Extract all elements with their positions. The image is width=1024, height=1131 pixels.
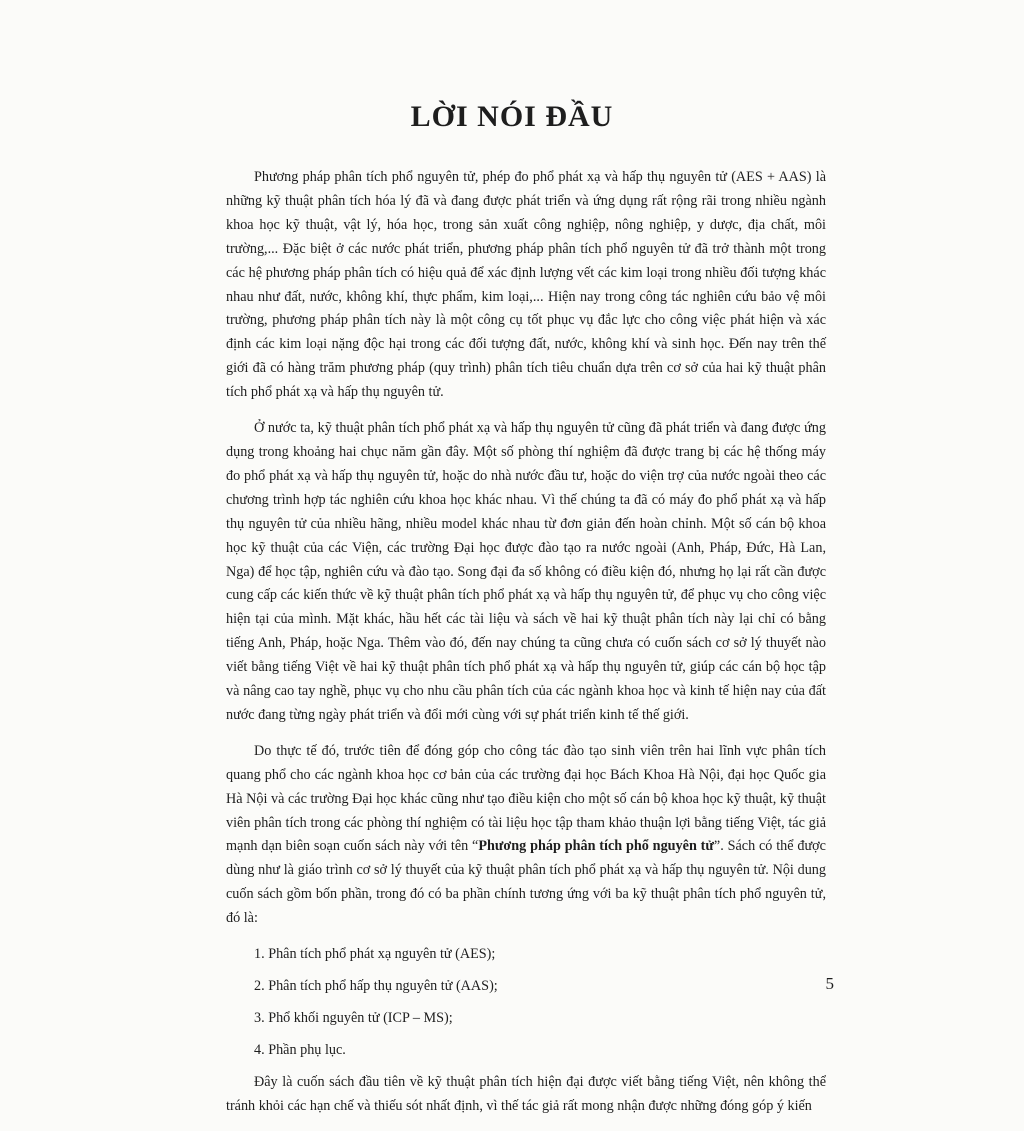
list-item: 3. Phổ khối nguyên tử (ICP – MS);: [254, 1009, 453, 1026]
page-number: 5: [825, 974, 834, 993]
paragraph-3-end: ”. Sách có thể được dùng như là giáo trình cơ sở lý thuyết của kỹ thuật phân tích phổ phát xạ và hấp thụ nguyên tử. Nội dung cuốn sách gồm bốn phần, trong đó có ba phần chính tương ứng với ba kỹ thuật phân tích phổ nguyên tử, đó là:: [226, 838, 826, 927]
paragraph-1: Phương pháp phân tích phổ nguyên tử, phép đo phổ phát xạ và hấp thụ nguyên tử (AES + AAS) là những kỹ thuật phân tích hóa lý đã và đang được phát triển và ứng dụng rất rộng rãi trong nhiều ngành khoa học kỹ thuật, vật lý, hóa học, trong sản xuất công nghiệp, nông nghiệp, y dược, địa chất, môi trường,... Đặc biệt ở các nước phát triển, phương pháp phân tích phổ nguyên tử đã trở thành một trong các hệ phương pháp phân tích có hiệu quả để xác định lượng vết các kim loại trong nhiều đối tượng khác nhau như đất, nước, không khí, thực phẩm, kim loại,... Hiện nay trong công tác nghiên cứu bảo vệ môi trường, phương pháp phân tích này là một công cụ tốt phục vụ đắc lực cho công việc phát hiện và xác định các kim loại nặng độc hại trong các đối tượng đất, nước, không khí và sinh học. Đến nay trên thế giới đã có hàng trăm phương pháp (quy trình) phân tích tiêu chuẩn dựa trên cơ sở của hai kỹ thuật phân tích phổ phát xạ và hấp thụ nguyên tử.: [226, 169, 826, 401]
paragraph-2: Ở nước ta, kỹ thuật phân tích phổ phát xạ và hấp thụ nguyên tử cũng đã phát triển và đang được ứng dụng trong khoảng hai chục năm gần đây. Một số phòng thí nghiệm đã được trang bị các hệ thống máy đo phổ phát xạ và hấp thụ nguyên tử, hoặc do nhà nước đầu tư, hoặc do viện trợ của nước ngoài theo các chương trình hợp tác nghiên cứu khoa học khác nhau. Vì thế chúng ta đã có máy đo phổ phát xạ và hấp thụ nguyên tử của nhiều hãng, nhiều model khác nhau từ đơn giản đến hoàn chỉnh. Một số cán bộ khoa học kỹ thuật của các Viện, các trường Đại học được đào tạo ra nước ngoài (Anh, Pháp, Đức, Hà Lan, Nga) để học tập, nghiên cứu và đào tạo. Song đại đa số không có điều kiện đó, nhưng họ lại rất cần được cung cấp các kiến thức về kỹ thuật phân tích phổ phát xạ và hấp thụ nguyên tử, để phục vụ cho công việc hiện tại của mình. Mặt khác, hầu hết các tài liệu và sách về hai kỹ thuật phân tích này lại chỉ có bằng tiếng Anh, Pháp, hoặc Nga. Thêm vào đó, đến nay chúng ta cũng chưa có cuốn sách cơ sở lý thuyết nào viết bằng tiếng Việt về hai kỹ thuật phân tích phổ phát xạ và hấp thụ nguyên tử, giúp các cán bộ học tập và nâng cao tay nghề, phục vụ cho nhu cầu phân tích của các ngành khoa học và kinh tế hiện nay của đất nước đang từng ngày phát triển và đổi mới cùng với sự phát triển kinh tế thế giới.: [226, 420, 826, 723]
paragraph-3-start: Do thực tế đó, trước tiên để đóng góp cho công tác đào tạo sinh viên trên hai lĩnh vực phân tích quang phổ cho các ngành khoa học cơ bản của các trường đại học Bách Khoa Hà Nội, đại học Quốc gia Hà Nội và các trường Đại học khác cũng như tạo điều kiện cho một số cán bộ khoa học kỹ thuật, kỹ thuật viên phân tích trong các phòng thí nghiệm có tài liệu học tập tham khảo thuận lợi bằng tiếng Việt, tác giả mạnh dạn biên soạn cuốn sách này với tên “: [226, 742, 826, 855]
list-item: 4. Phần phụ lục.: [254, 1041, 346, 1058]
list-item: 2. Phân tích phổ hấp thụ nguyên tử (AAS);: [254, 978, 498, 994]
paragraph-3: [226, 740, 826, 931]
closing-paragraph: Đây là cuốn sách đầu tiên về kỹ thuật phân tích hiện đại được viết bằng tiếng Việt, nên không thể tránh khỏi các hạn chế và thiếu sót nhất định, vì thế tác giả rất mong nhận được những đóng góp ý kiến: [226, 1073, 826, 1114]
preface-body: [226, 166, 826, 1131]
book-title: Phương pháp phân tích phổ nguyên tử: [478, 838, 714, 855]
list-item: 1. Phân tích phổ phát xạ nguyên tử (AES);: [254, 946, 496, 963]
page-title: LỜI NÓI ĐẦU: [410, 100, 614, 133]
